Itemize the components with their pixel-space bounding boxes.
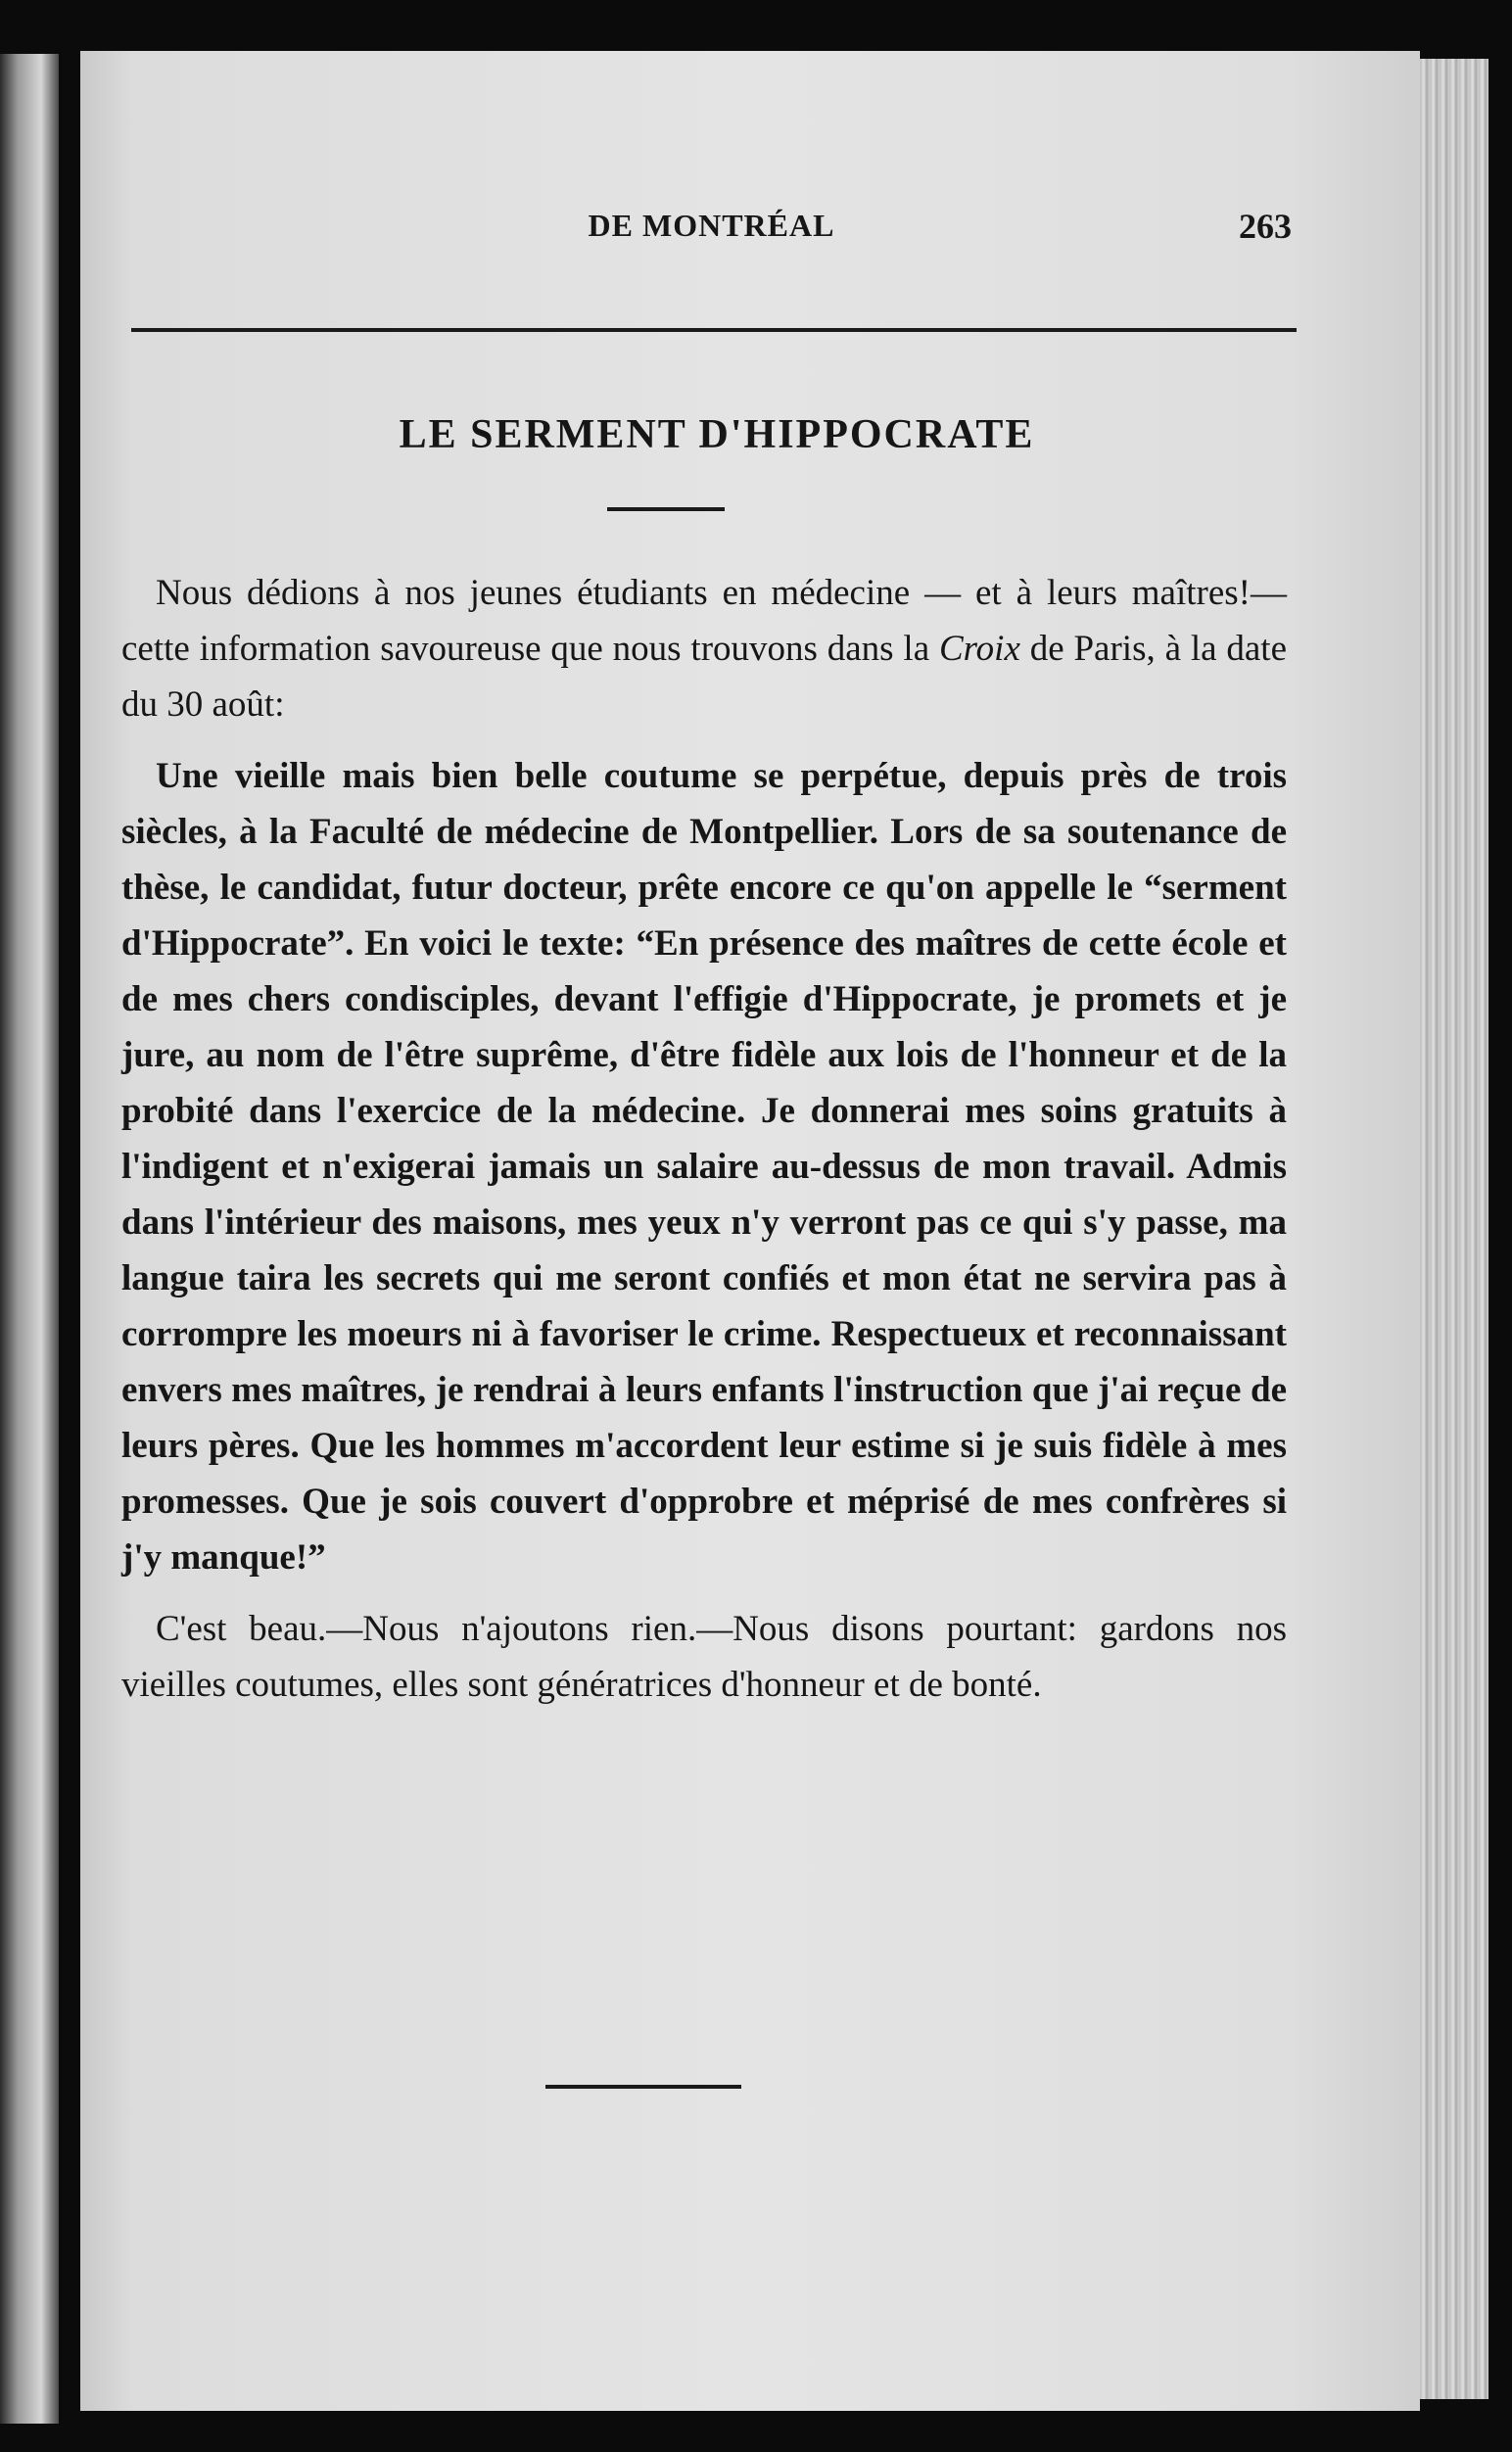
quoted-paragraph: Une vieille mais bien belle coutume se perpétue, depuis près de trois siècles, à la Faculté de médecine de Montpellier. Lors de sa soutenance de thèse, le candidat, futur docteur, prête encore ce qu'on appelle le “serment d'Hippocrate”. En voici le texte: “En présence des maîtres de cette école et de mes chers condisciples, devant l'effigie d'Hippocrate, je promets et je jure, au nom de l'être suprême, d'être fidèle aux lois de l'honneur et de la probité dans l'exercice de la médecine. Je donnerai mes soins gratuits à l'indigent et n'exigerai jamais un salaire au-dessus de mon travail. Admis dans l'intérieur des maisons, mes yeux n'y verront pas ce qui s'y passe, ma langue taira les secrets qui me seront confiés et mon état ne servira pas à corrompre les moeurs ni à favoriser le crime. Respectueux et reconnaissant envers mes maîtres, je rendrai à leurs enfants l'instruction que j'ai reçue de leurs pères. Que les hommes m'accordent leur estime si je suis fidèle à mes promesses. Que je sois couvert d'opprobre et méprisé de mes confrères si j'y manque!” [121,756,1287,1578]
running-head: DE MONTRÉAL [588,208,835,243]
intro-paragraph [121,565,1287,732]
end-rule [545,2085,741,2089]
adjacent-page-edge [0,54,59,2424]
book-page [80,51,1420,2411]
intro-text-end: de Paris, à la date du 30 août: [121,629,1287,725]
intro-text: Nous dédions à nos jeunes étudiants en médecine — et à leurs maîtres!—cette information savoureuse que nous trouvons dans la [121,573,1287,669]
book-page-edges [1420,59,1488,2399]
page-header [131,208,1292,257]
source-title: Croix [938,629,1020,669]
article-title: LE SERMENT D'HIPPOCRATE [399,412,1035,457]
title-rule [607,507,725,511]
header-rule [131,328,1297,332]
closing-paragraph: C'est beau.—Nous n'ajoutons rien.—Nous disons pourtant: gardons nos vieilles coutumes, elles sont génératrices d'honneur et de bonté. [121,1609,1287,1705]
article-body [121,565,1287,1713]
page-number: 263 [1239,207,1292,246]
